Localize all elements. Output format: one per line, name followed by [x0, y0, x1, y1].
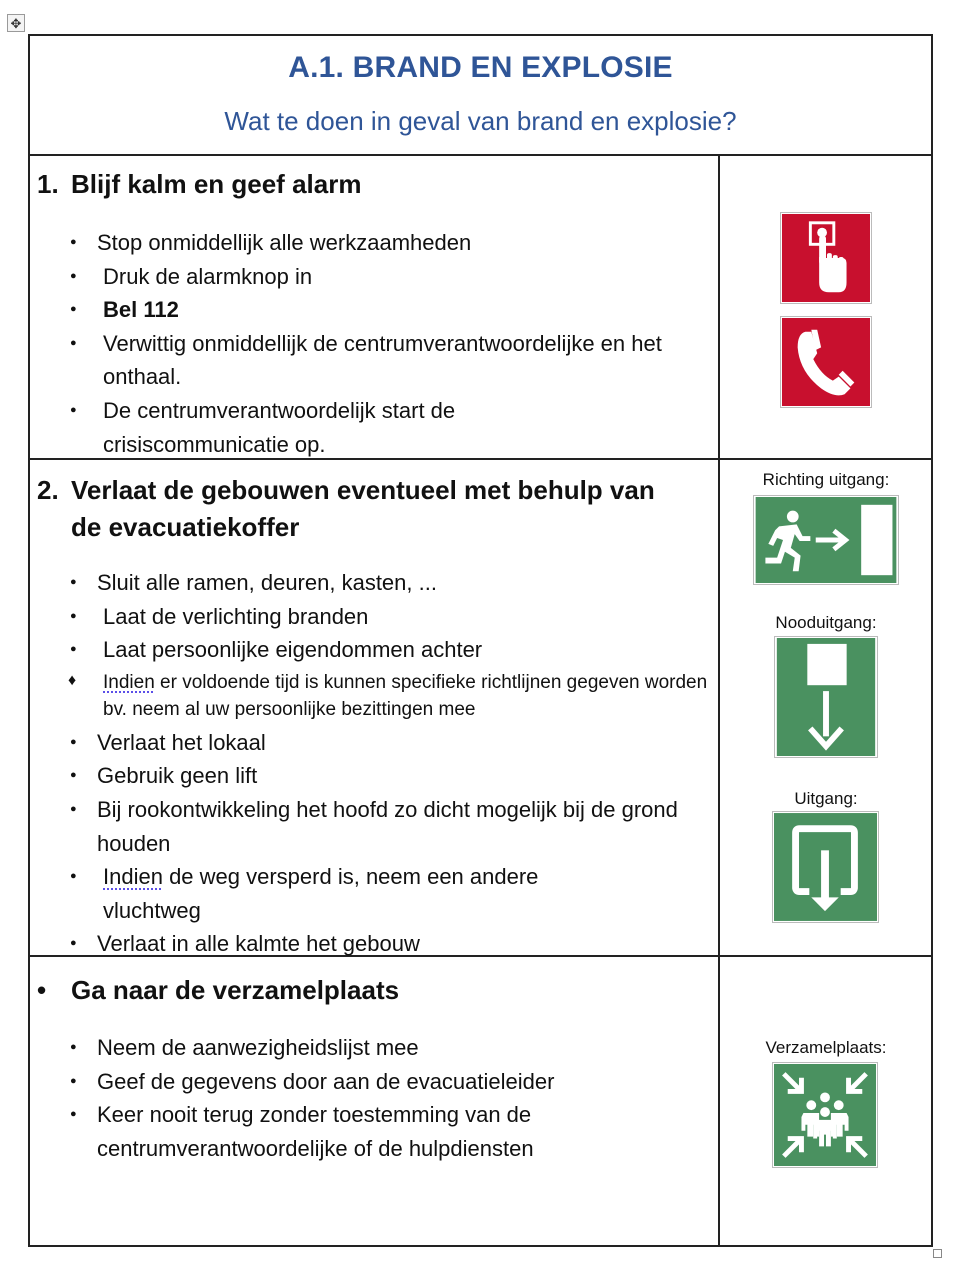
section-title: Verlaat de gebouwen eventueel met behulp van de evacuatiekoffer	[71, 475, 655, 542]
section-text-cell	[30, 957, 720, 1247]
list-item-text: er voldoende tijd is kunnen specifieke richtlijnen gegeven worden bv. neem al uw persoonlijke bezittingen mee	[103, 671, 708, 720]
section-title: Blijf kalm en geef alarm	[71, 169, 362, 199]
emergency-exit-icon	[774, 636, 878, 758]
list-item: ● De centrumverantwoordelijk start de crisiscommunicatie op.	[70, 394, 523, 461]
header-cell	[30, 36, 931, 156]
section-text-cell	[30, 460, 720, 955]
fire-alarm-button-icon	[780, 212, 872, 304]
section-number: 1.	[37, 169, 59, 199]
emergency-phone-icon	[780, 316, 872, 408]
section-number: 2.	[37, 475, 59, 505]
instruction-list	[70, 566, 710, 961]
spellcheck-word[interactable]: Indien	[103, 671, 155, 693]
exit-icon	[772, 811, 879, 923]
list-item: ● Laat de verlichting branden	[70, 600, 710, 634]
instruction-list	[70, 226, 710, 461]
list-item: ● Stop onmiddellijk alle werkzaamheden	[70, 226, 710, 260]
section-assembly	[30, 957, 931, 1247]
page-title: A.1. BRAND EN EXPLOSIE	[288, 51, 673, 84]
list-item: ● Verwittig onmiddellijk de centrumverantwoordelijke en het onthaal.	[70, 327, 693, 394]
list-item: ● Bel 112	[70, 293, 710, 327]
sign-label: Uitgang:	[794, 789, 858, 808]
list-item: ● Verlaat het lokaal	[70, 726, 710, 760]
page-subtitle: Wat te doen in geval van brand en explosie?	[224, 106, 737, 136]
exit-direction-icon	[753, 495, 899, 585]
sign-label: Richting uitgang:	[762, 470, 890, 489]
list-item	[70, 667, 710, 726]
list-item: ● Geef de gegevens door aan de evacuatieleider	[70, 1065, 710, 1099]
list-item: ● Laat persoonlijke eigendommen achter	[70, 633, 710, 667]
list-item: ● Sluit alle ramen, deuren, kasten, ...	[70, 566, 710, 600]
section-signs-cell	[720, 156, 931, 458]
list-item: ● Keer nooit terug zonder toestemming van de centrumverantwoordelijke of de hulpdiensten	[70, 1098, 642, 1165]
section-title: Ga naar de verzamelplaats	[71, 975, 400, 1005]
list-item: ● Bij rookontwikkeling het hoofd zo dicht mogelijk bij de grond houden	[70, 793, 702, 860]
list-item: ● Gebruik geen lift	[70, 759, 710, 793]
section-heading	[37, 166, 691, 203]
list-item: ● Neem de aanwezigheidslijst mee	[70, 1031, 710, 1065]
instruction-list	[70, 1031, 710, 1165]
list-item: ● Verlaat in alle kalmte het gebouw	[70, 927, 710, 961]
section-signs-cell	[720, 957, 931, 1247]
section-heading	[37, 472, 691, 546]
table-resize-handle[interactable]	[933, 1249, 942, 1258]
list-item-text: de weg versperd is, neem een andere vluchtweg	[103, 864, 539, 923]
list-item	[70, 860, 603, 927]
sign-label: Nooduitgang:	[775, 613, 877, 632]
section-evacuate	[30, 460, 931, 957]
section-alarm	[30, 156, 931, 460]
assembly-point-icon	[772, 1062, 878, 1168]
section-signs-cell	[720, 460, 931, 955]
table-move-handle[interactable]: ✥	[7, 14, 25, 32]
section-text-cell	[30, 156, 720, 458]
spellcheck-word[interactable]: Indien	[103, 864, 163, 890]
sign-label: Verzamelplaats:	[765, 1038, 887, 1057]
instruction-table	[28, 34, 933, 1247]
section-bullet: •	[37, 975, 47, 1005]
list-item: ● Druk de alarmknop in	[70, 260, 710, 294]
section-heading	[37, 972, 691, 1009]
